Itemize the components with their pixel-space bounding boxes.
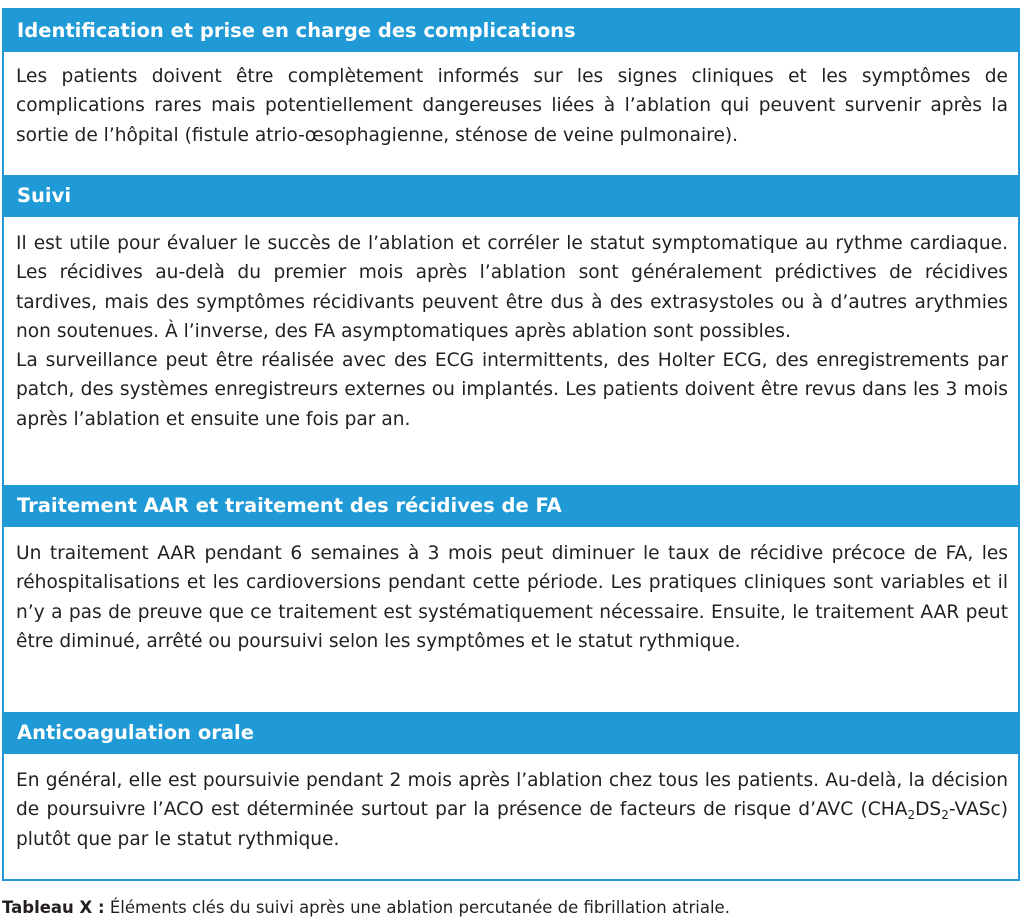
section-body-follow-up [4, 217, 1018, 485]
text-mid: DS [915, 799, 942, 821]
section-aar-treatment [4, 485, 1018, 712]
table-caption [2, 897, 730, 919]
subscript: 2 [941, 808, 949, 823]
section-body-oral-anticoagulation [4, 754, 1018, 879]
caption-text: Éléments clés du suivi après une ablation percutanée de fibrillation atriale. [104, 898, 730, 917]
section-follow-up [4, 175, 1018, 485]
section-complications [4, 10, 1018, 175]
paragraph [16, 766, 1008, 854]
section-body-complications [4, 52, 1018, 175]
paragraph: Les patients doivent être complètement informés sur les signes cliniques et les symptômes de complications rares mais potentiellement dangereuses liées à l’ablation qui peuvent survenir après la sortie de l’hôpital (fistule atrio-œsophagienne, sténose de veine pulmonaire). [16, 66, 1008, 146]
subscript: 2 [907, 808, 916, 823]
text-after: -VASc) plutôt que par le statut rythmique. [16, 799, 1008, 850]
paragraph: Il est utile pour évaluer le succès de l’ablation et corréler le statut symptomatique au rythme cardiaque. Les récidives au-delà du premier mois après l’ablation sont généralement prédictives de récidives tardives, mais des symptômes récidivants peuvent être dus à des extrasystoles ou à d’autres arythmies non soutenues. À l’inverse, des FA asymptomatiques après ablation sont possibles. [16, 233, 1008, 342]
section-body-aar-treatment [4, 527, 1018, 712]
section-oral-anticoagulation [4, 712, 1018, 879]
caption-label: Tableau X : [2, 898, 105, 917]
section-header-follow-up: Suivi [4, 175, 1018, 217]
key-elements-table [2, 8, 1020, 881]
paragraph: Un traitement AAR pendant 6 semaines à 3 mois peut diminuer le taux de récidive précoce de FA, les réhospitalisations et les cardioversions pendant cette période. Les pratiques cliniques sont variables et il n’y a pas de preuve que ce traitement est systématiquement nécessaire. Ensuite, le traitement AAR peut être diminué, arrêté ou poursuivi selon les symptômes et le statut rythmique. [16, 543, 1008, 652]
section-header-oral-anticoagulation: Anticoagulation orale [4, 712, 1018, 754]
section-header-complications: Identification et prise en charge des complications [4, 10, 1018, 52]
paragraph: La surveillance peut être réalisée avec des ECG intermittents, des Holter ECG, des enregistrements par patch, des systèmes enregistreurs externes ou implantés. Les patients doivent être revus dans les 3 mois après l’ablation et ensuite une fois par an. [16, 350, 1008, 430]
section-header-aar-treatment: Traitement AAR et traitement des récidives de FA [4, 485, 1018, 527]
text-before: En général, elle est poursuivie pendant 2 mois après l’ablation chez tous les patients. Au-delà, la décision de poursuivre l’ACO est déterminée surtout par la présence de facteurs de risque d’AVC (CHA [16, 770, 1008, 821]
